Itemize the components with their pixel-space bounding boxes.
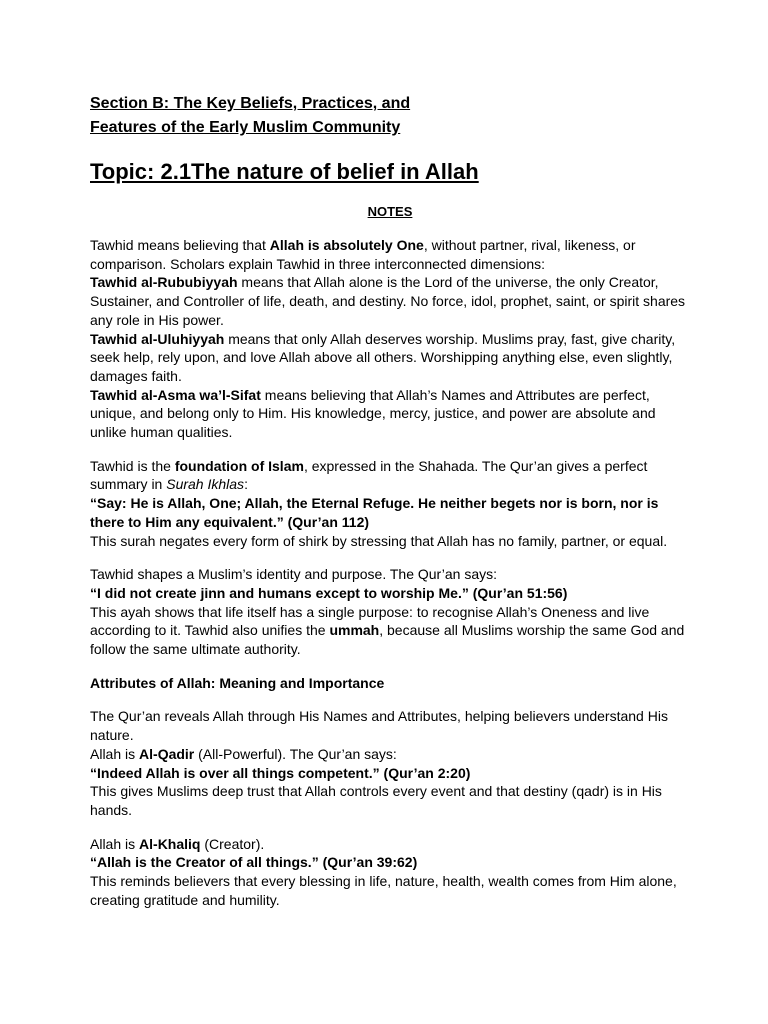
paragraph-foundation bbox=[90, 457, 690, 494]
term-rububiyyah: Tawhid al-Rububiyyah bbox=[90, 274, 238, 291]
text: , because all Muslims worship the same God and follow the same ultimate authority. bbox=[90, 622, 685, 658]
bold-text: Allah is absolutely One bbox=[269, 237, 424, 253]
notes-heading: NOTES bbox=[367, 204, 413, 219]
section-title bbox=[90, 92, 690, 140]
text: , without partner, rival, likeness, or comparison. Scholars explain Tawhid in three interconnected dimensions: bbox=[90, 237, 636, 272]
paragraph-identity: Tawhid shapes a Muslim’s identity and purpose. The Qur’an says: bbox=[90, 566, 497, 583]
paragraph-gratitude: This reminds believers that every blessing in life, nature, health, wealth comes from Him alone, creating gratitude and humility. bbox=[90, 873, 677, 908]
bold-text: foundation of Islam bbox=[174, 457, 304, 474]
attributes-heading bbox=[90, 674, 690, 693]
bold-text: ummah bbox=[329, 622, 380, 639]
italic-text: Surah Ikhlas bbox=[166, 476, 245, 493]
quote-text: “Indeed Allah is over all things competent.” (Qur’an 2:20) bbox=[90, 764, 471, 781]
section-title-line1: Section B: The Key Beliefs, Practices, and bbox=[90, 95, 411, 112]
paragraph-al-khaliq bbox=[90, 835, 690, 854]
text: means that only Allah deserves worship. Muslims pray, fast, give charity, seek help, rely upon, and love Allah above all others. Worshipping anything else, even slightly, damages faith. bbox=[90, 330, 676, 384]
text: This ayah shows that life itself has a single purpose: to recognise Allah’s Oneness and live according to it. Tawhid also unifies the bbox=[90, 603, 650, 639]
paragraph-qadr: This gives Muslims deep trust that Allah controls every event and that destiny (qadr) is in His hands. bbox=[90, 783, 662, 818]
document-body bbox=[90, 92, 690, 910]
text: means that Allah alone is the Lord of the universe, the only Creator, Sustainer, and Controller of life, death, and destiny. No force, idol, prophet, saint, or spirit shares any role in His power. bbox=[90, 274, 686, 328]
text: means believing that Allah’s Names and Attributes are perfect, unique, and belong only to Him. His knowledge, mercy, justice, and power are absolute and unlike human qualities. bbox=[90, 386, 656, 441]
quote-51-56 bbox=[90, 584, 690, 603]
paragraph-al-qadir bbox=[90, 745, 690, 764]
quote-ikhlas bbox=[90, 494, 690, 531]
term-asma-sifat: Tawhid al-Asma wa’l-Sifat bbox=[90, 386, 261, 403]
paragraph-uluhiyyah bbox=[90, 330, 690, 386]
text: , expressed in the Shahada. The Qur’an gives a perfect summary in bbox=[90, 457, 648, 493]
text: (Creator). bbox=[200, 835, 265, 852]
heading-text: Attributes of Allah: Meaning and Importance bbox=[90, 674, 385, 691]
quote-39-62 bbox=[90, 853, 690, 872]
text: Allah is bbox=[90, 745, 140, 762]
term-uluhiyyah: Tawhid al-Uluhiyyah bbox=[90, 330, 225, 347]
text: : bbox=[244, 476, 248, 493]
paragraph-ayah-explanation bbox=[90, 603, 690, 659]
text: Allah is bbox=[90, 835, 140, 852]
quote-text: “I did not create jinn and humans except to worship Me.” (Qur’an 51:56) bbox=[90, 584, 568, 601]
paragraph-tawhid-definition bbox=[90, 236, 690, 273]
paragraph-surah-explanation: This surah negates every form of shirk by stressing that Allah has no family, partner, or equal. bbox=[90, 532, 668, 549]
text: Tawhid is the bbox=[90, 457, 175, 474]
paragraph-asma-sifat bbox=[90, 386, 690, 442]
quote-text: “Say: He is Allah, One; Allah, the Eternal Refuge. He neither begets nor is born, nor is there to Him any equivalent.” (Qur’an 112) bbox=[90, 495, 659, 530]
section-title-line2: Features of the Early Muslim Community bbox=[90, 119, 401, 136]
topic-title: Topic: 2.1The nature of belief in Allah bbox=[90, 159, 479, 184]
paragraph-rububiyyah bbox=[90, 273, 690, 329]
quote-2-20 bbox=[90, 764, 690, 783]
text: Tawhid means believing that bbox=[90, 237, 270, 253]
bold-text: Al-Qadir bbox=[139, 745, 195, 762]
text: (All-Powerful). The Qur’an says: bbox=[194, 745, 397, 762]
quote-text: “Allah is the Creator of all things.” (Qur’an 39:62) bbox=[90, 854, 418, 871]
bold-text: Al-Khaliq bbox=[139, 835, 201, 852]
paragraph-names-attributes: The Qur’an reveals Allah through His Names and Attributes, helping believers understand His nature. bbox=[90, 708, 668, 744]
